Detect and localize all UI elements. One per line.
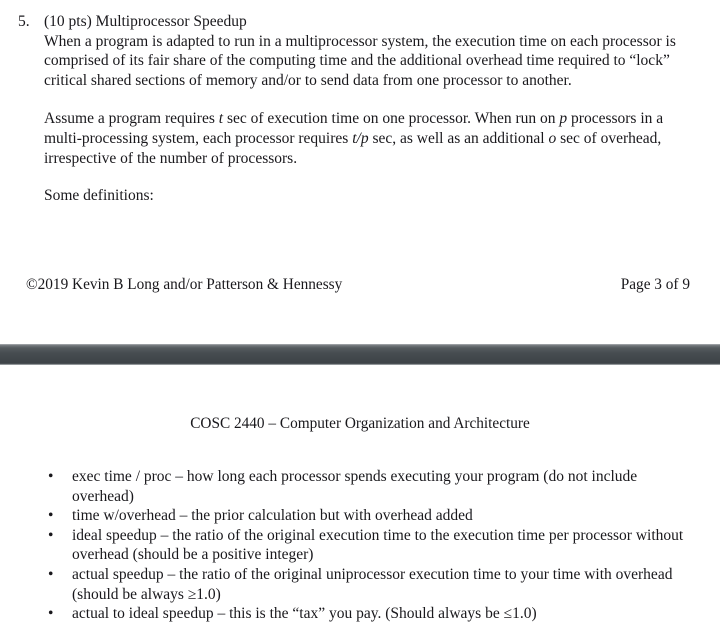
bullet-icon: • (48, 468, 54, 485)
list-item (44, 526, 690, 565)
bullet-icon: • (48, 526, 54, 544)
definition-ideal-speedup: ideal speedup – the ratio of the original execution time to the execution time per processor without overhead (should be a positive integer) (72, 526, 684, 564)
question-paragraph-2 (44, 109, 690, 168)
question-row (18, 12, 702, 206)
list-item (44, 506, 690, 526)
paragraph-2-segment-4: sec, as well as an additional (368, 129, 549, 147)
variable-o: o (548, 129, 557, 147)
definition-actual-speedup: actual speedup – the ratio of the original uniprocessor execution time to your time with overhead (should be always ≥1.0) (72, 565, 673, 603)
paragraph-2-segment-2: sec of execution time on one processor. When run on (223, 110, 560, 128)
paragraph-2-segment-1: Assume a program requires (44, 110, 219, 128)
question-body (44, 12, 702, 206)
question-paragraph-1: When a program is adapted to run in a multiprocessor system, the execution time on each processor is comprised of its fair share of the computing time and the additional overhead time required to “lock” critical shared sections of memory and/or to send data from one processor to another. (44, 32, 676, 89)
variable-t: t (218, 110, 224, 128)
definition-time-with-overhead: time w/overhead – the prior calculation but with overhead added (72, 507, 473, 525)
question-5-block (18, 12, 702, 206)
footer-page-number: Page 3 of 9 (620, 276, 690, 293)
paragraph-2-segment-5: sec of overhead, irrespective of the number of processors. (44, 129, 662, 167)
bullet-icon: • (48, 605, 54, 623)
paragraph-2-segment-3: processors in a multi-processing system, each processor requires (44, 110, 664, 147)
bullet-icon: • (48, 565, 54, 583)
page-break-divider (0, 344, 720, 365)
question-number: 5. (18, 13, 30, 30)
variable-t-over-p: t/p (352, 129, 369, 147)
variable-p: p (559, 110, 568, 128)
definition-exec-time-per-proc: exec time / proc – how long each processor spends executing your program (do not include overhead) (72, 468, 638, 505)
list-item (44, 604, 690, 624)
question-prompt-line: (10 pts) Multiprocessor Speedup (44, 13, 247, 30)
list-item (44, 467, 690, 506)
bullet-icon: • (48, 507, 54, 525)
course-header: COSC 2440 – Computer Organization and Architecture (190, 415, 530, 432)
definition-actual-to-ideal-speedup: actual to ideal speedup – this is the “tax” you pay. (Should always be ≤1.0) (72, 605, 537, 623)
list-item (44, 565, 690, 604)
definitions-list (44, 467, 690, 624)
document-page-4 (0, 365, 720, 630)
footer-copyright: ©2019 Kevin B Long and/or Patterson & Hennessy (26, 276, 343, 293)
question-paragraph-3: Some definitions: (44, 187, 154, 205)
page-footer (26, 275, 690, 294)
